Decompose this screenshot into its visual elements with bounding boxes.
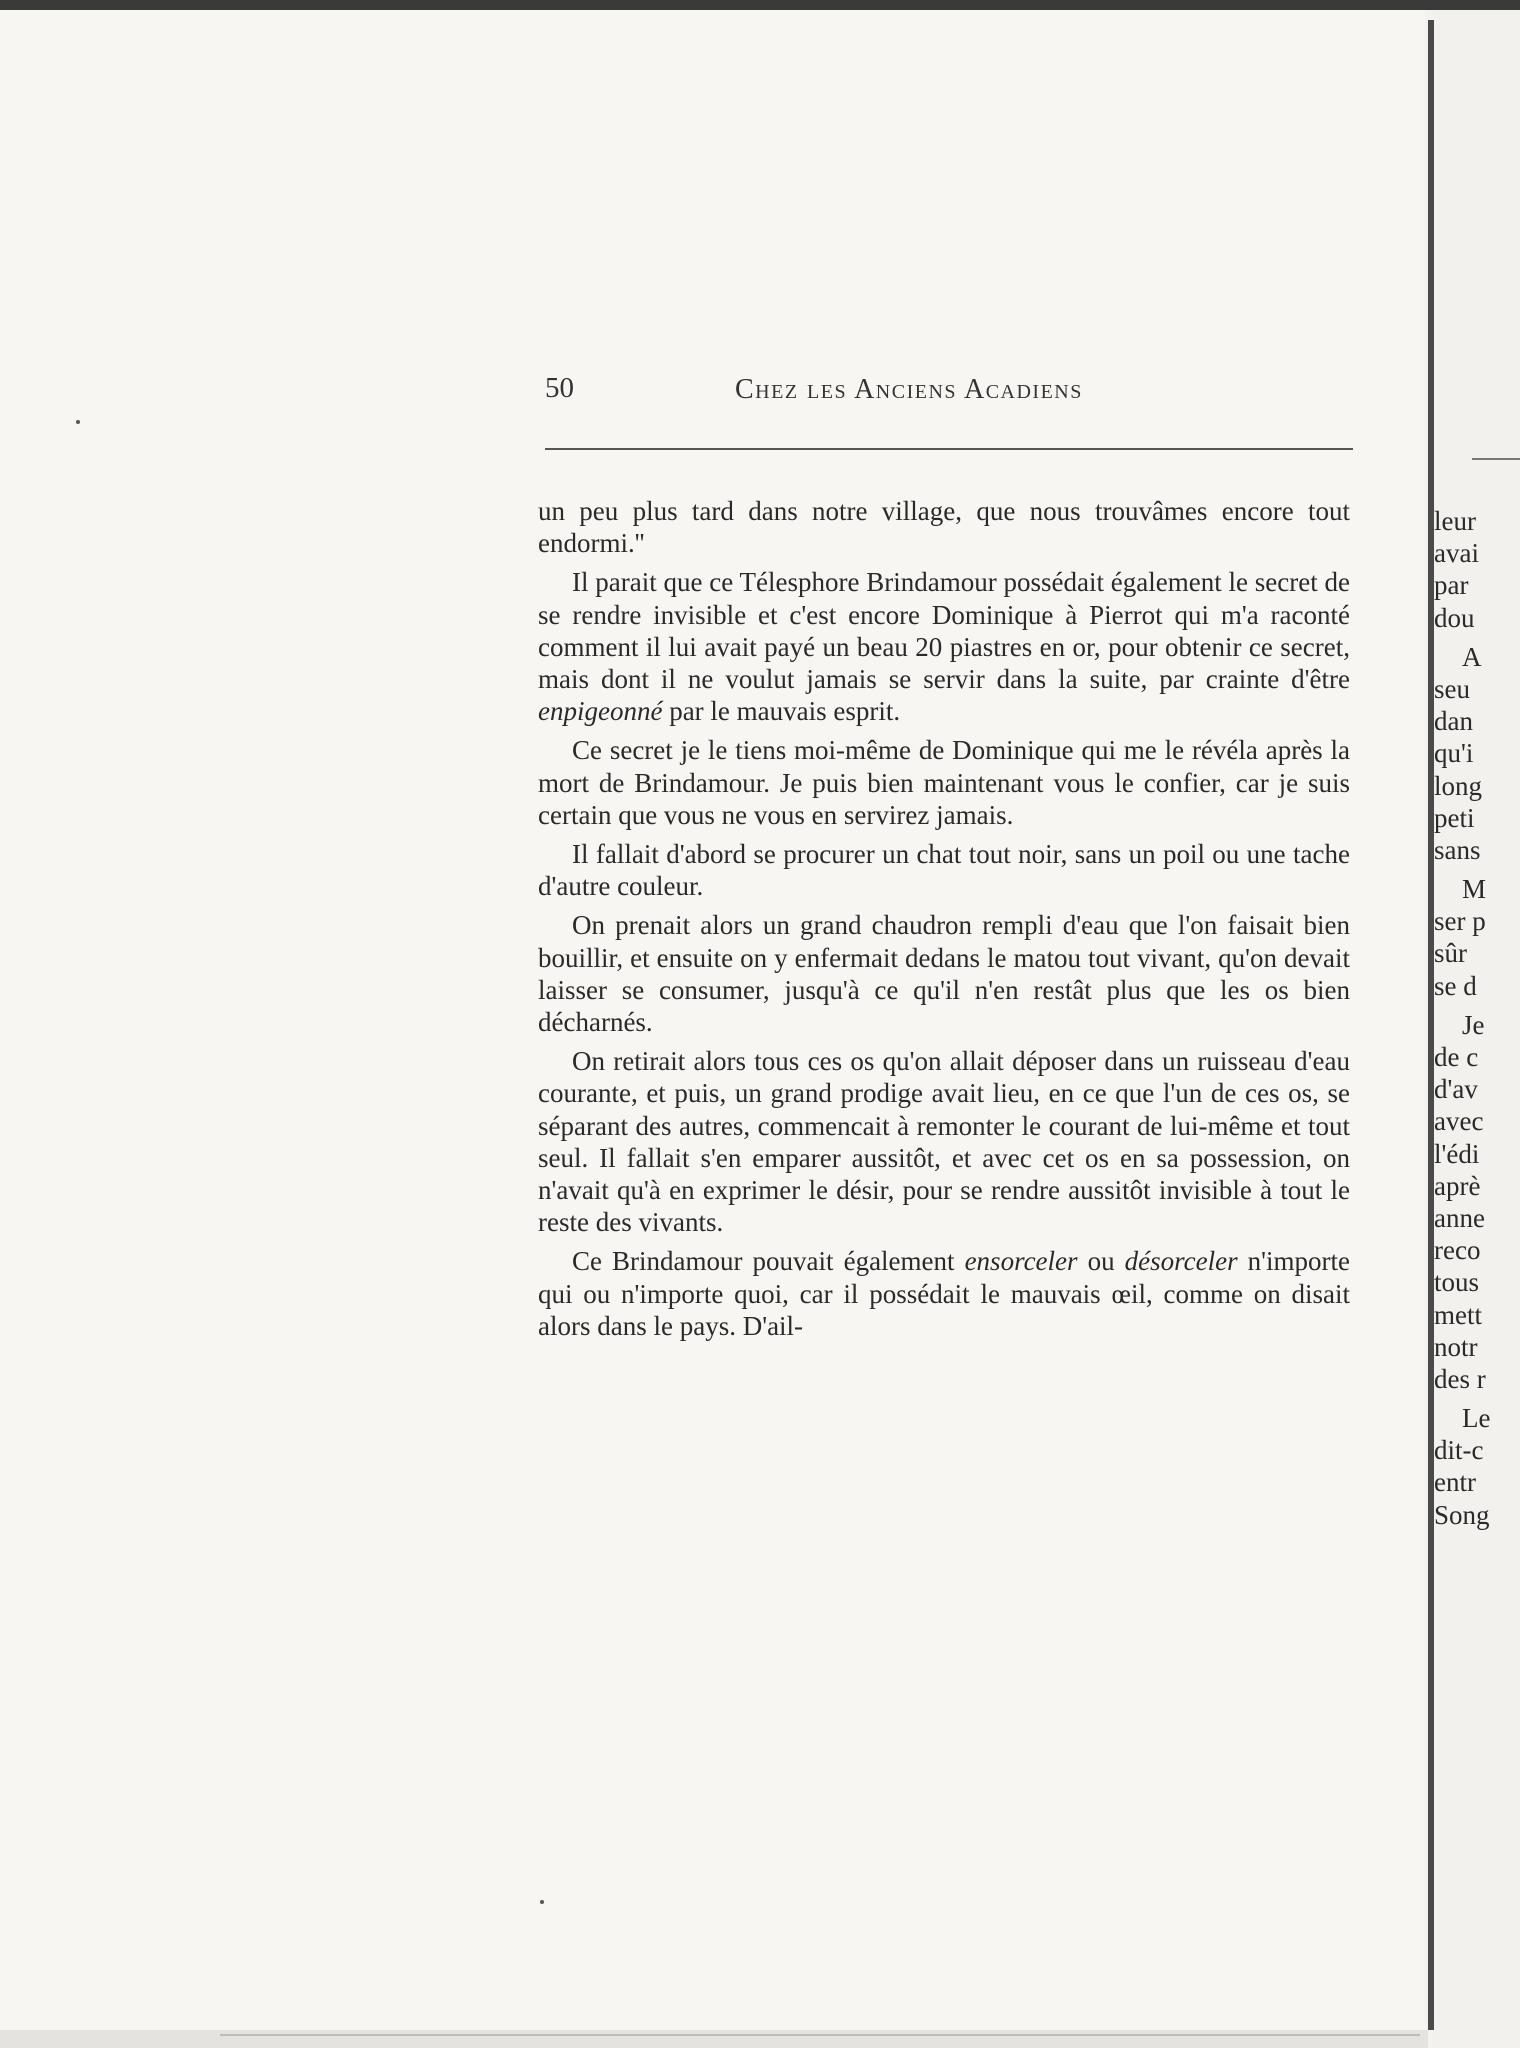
right-line: l'édi <box>1434 1138 1480 1169</box>
right-line: ser p <box>1434 906 1486 937</box>
scan-speck <box>76 420 80 424</box>
scan-speck <box>540 1900 544 1904</box>
page-bottom-line <box>220 2034 1420 2036</box>
paragraph-text: Ce Brindamour pouvait également <box>572 1246 965 1277</box>
right-line: qu'i <box>1434 738 1474 769</box>
right-line: A <box>1462 641 1482 672</box>
right-line: avec <box>1434 1106 1484 1137</box>
right-line: tous <box>1434 1267 1480 1298</box>
right-line: mett <box>1434 1299 1482 1330</box>
right-line: reco <box>1434 1235 1481 1266</box>
right-line: Song <box>1434 1499 1490 1530</box>
right-line: leur <box>1434 506 1476 536</box>
right-page-header-rule <box>1472 458 1520 460</box>
right-line: par <box>1434 570 1469 601</box>
paragraph: Ce secret je le tiens moi-même de Dominique qui me le révéla après la mort de Brindamour. Je puis bien maintenant vous le confier, car je suis certain que vous ne vous en servirez jamais. <box>538 735 1350 830</box>
right-line: sans <box>1434 834 1481 865</box>
paragraph: Il fallait d'abord se procurer un chat tout noir, sans un poil ou une tache d'autre couleur. <box>538 839 1350 902</box>
page-header <box>545 372 1355 416</box>
body-text <box>538 495 1350 1349</box>
right-line: seu <box>1434 673 1470 704</box>
paragraph-text: n'importe qui ou n'importe quoi, car il possédait le mauvais œil, comme on disait alors dans le pays. D'ail- <box>538 1246 1350 1341</box>
right-line: anne <box>1434 1202 1485 1233</box>
right-line: de c <box>1434 1042 1479 1072</box>
right-line: se d <box>1434 970 1477 1001</box>
scan-bottom-edge <box>0 2030 1428 2048</box>
right-line: Le <box>1462 1403 1491 1434</box>
paragraph: un peu plus tard dans notre village, que nous trouvâmes encore tout endormi.'' <box>538 496 1350 559</box>
page-number: 50 <box>545 372 574 404</box>
right-line: peti <box>1434 802 1475 833</box>
right-line: d'av <box>1434 1074 1478 1105</box>
right-line: dit-c <box>1434 1435 1484 1466</box>
right-line: sûr <box>1434 938 1467 969</box>
header-rule <box>545 448 1353 450</box>
running-title: Chez les Anciens Acadiens <box>735 374 1083 405</box>
paragraph <box>538 1245 1350 1342</box>
right-line: des r <box>1434 1363 1486 1394</box>
paragraph: Il parait que ce Télesphore Brindamour possédait également le secret de se rendre invisible et c'est encore Dominique à Pierrot qui m'a raconté comment il lui avait payé un beau 20 piastres en or, pour obtenir ce secret, mais dont il ne voulut jamais se servir dans la suite, par crainte d'être enpigeonné par le mauvais esprit. <box>538 567 1350 727</box>
right-page-text <box>1434 505 1520 1531</box>
paragraph-text: ou <box>1077 1246 1125 1277</box>
right-line: M <box>1462 874 1487 905</box>
right-line: avai <box>1434 538 1479 569</box>
right-line: dan <box>1434 706 1473 737</box>
paragraph: On retirait alors tous ces os qu'on allait déposer dans un ruisseau d'eau courante, et puis, un grand prodige avait lieu, en ce que l'un de ces os, se séparant des autres, commencait à remonter le courant de lui-même et tout seul. Il fallait s'en emparer aussitôt, et avec cet os en sa possession, on n'avait qu'à en exprimer le désir, pour se rendre aussitôt invisible à tout le reste des vivants. <box>538 1046 1350 1238</box>
right-line: notr <box>1434 1331 1478 1362</box>
scan-top-edge <box>0 0 1520 10</box>
right-line: Je <box>1462 1009 1485 1040</box>
right-line: dou <box>1434 602 1475 633</box>
right-line: entr <box>1434 1467 1476 1498</box>
right-line: aprè <box>1434 1170 1481 1201</box>
italic-term: ensorceler <box>964 1246 1078 1277</box>
right-line: long <box>1434 770 1483 801</box>
italic-term: désorceler <box>1124 1246 1238 1277</box>
paragraph: On prenait alors un grand chaudron rempli d'eau que l'on faisait bien bouillir, et ensuite on y enfermait dedans le matou tout vivant, qu'on devait laisser se consumer, jusqu'à ce qu'il n'en restât plus que les os bien décharnés. <box>538 910 1350 1038</box>
right-page <box>1434 10 1520 2048</box>
